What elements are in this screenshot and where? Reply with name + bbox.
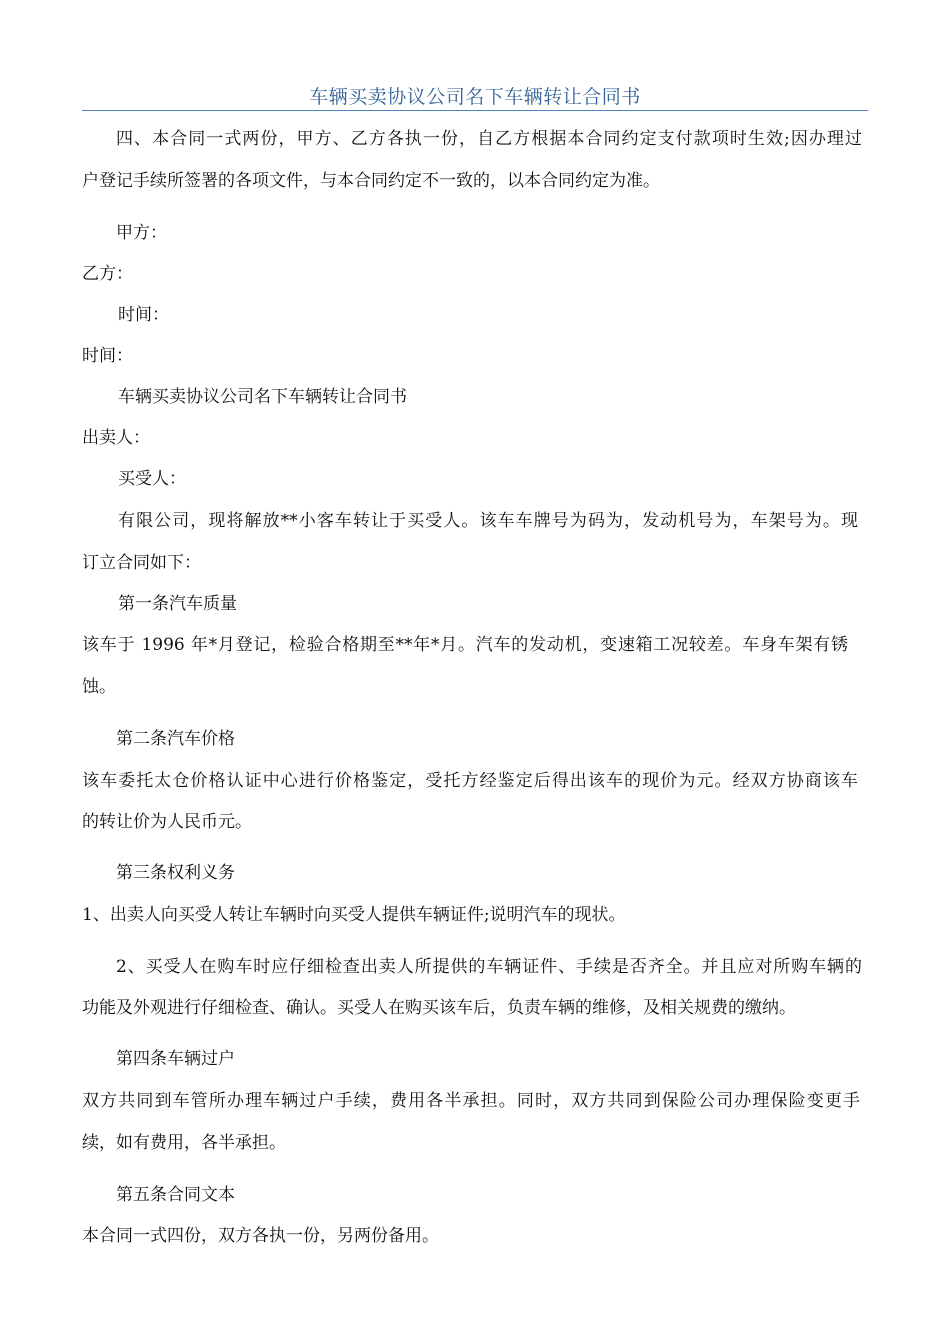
time-label-2: 时间： (82, 346, 133, 366)
seller-label: 出卖人： (82, 428, 150, 448)
article1-line2: 蚀。 (82, 677, 116, 697)
clause4-line1: 四、本合同一式两份，甲方、乙方各执一份，自乙方根据本合同约定支付款项时生效;因办理过 (116, 129, 862, 149)
time-label-1: 时间： (118, 305, 169, 325)
article2-heading: 第二条汽车价格 (116, 729, 235, 749)
article2-line2: 的转让价为人民币元。 (82, 812, 252, 832)
article2-line1: 该车委托太仓价格认证中心进行价格鉴定，受托方经鉴定后得出该车的现价为元。经双方协商该车 (82, 771, 858, 791)
buyer-label: 买受人： (118, 469, 186, 489)
article5-heading: 第五条合同文本 (116, 1185, 235, 1205)
party-b-label: 乙方： (82, 264, 133, 284)
header-title: 车辆买卖协议公司名下车辆转让合同书 (309, 86, 641, 108)
clause4-line2: 户登记手续所签署的各项文件，与本合同约定不一致的，以本合同约定为准。 (82, 171, 660, 191)
article1-heading: 第一条汽车质量 (118, 594, 237, 614)
article3-item2-line1: 2、买受人在购车时应仔细检查出卖人所提供的车辆证件、手续是否齐全。并且应对所购车辆的 (116, 957, 862, 977)
article4-line1: 双方共同到车管所办理车辆过户手续，费用各半承担。同时，双方共同到保险公司办理保险变更手 (82, 1091, 860, 1111)
article4-heading: 第四条车辆过户 (116, 1049, 235, 1069)
page-header (82, 80, 868, 111)
contract-title: 车辆买卖协议公司名下车辆转让合同书 (118, 387, 407, 407)
article1-line1: 该车于 1996 年*月登记，检验合格期至**年*月。汽车的发动机，变速箱工况较差。车身车架有锈 (82, 635, 848, 655)
article3-heading: 第三条权利义务 (116, 863, 235, 883)
article4-line2: 续，如有费用，各半承担。 (82, 1133, 286, 1153)
party-a-label: 甲方： (116, 223, 167, 243)
article3-item1: 1、出卖人向买受人转让车辆时向买受人提供车辆证件;说明汽车的现状。 (82, 905, 626, 925)
intro-line2: 订立合同如下： (82, 553, 201, 573)
article3-item2-line2: 功能及外观进行仔细检查、确认。买受人在购买该车后，负责车辆的维修，及相关规费的缴纳。 (82, 998, 796, 1018)
article5-line1: 本合同一式四份，双方各执一份，另两份备用。 (82, 1226, 439, 1246)
intro-line1: 有限公司，现将解放**小客车转让于买受人。该车车牌号为码为，发动机号为，车架号为。现 (118, 511, 858, 531)
